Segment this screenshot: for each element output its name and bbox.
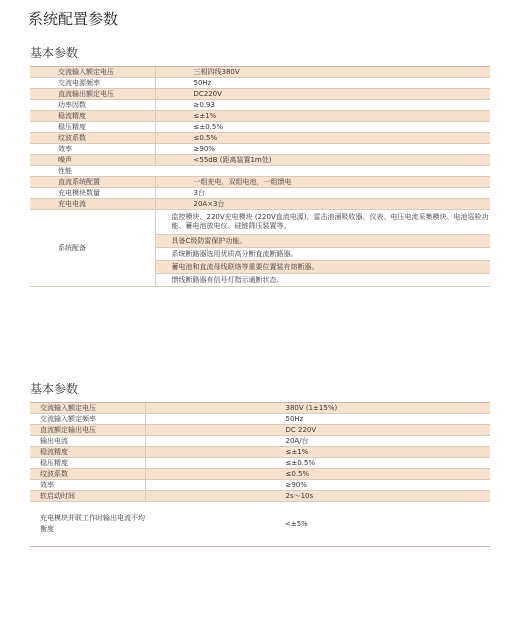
table-row <box>30 100 490 111</box>
table-row <box>30 144 490 155</box>
table-row <box>30 188 490 199</box>
config-line: 具备C级防雷保护功能。 <box>155 235 490 248</box>
table-row <box>30 122 490 133</box>
row-value: 20A/台 <box>145 436 490 447</box>
row-label: 输出电流 <box>30 436 145 447</box>
table-row <box>30 447 490 458</box>
config-label: 系统配备 <box>30 210 155 287</box>
row-value: ≤±1% <box>145 447 490 458</box>
table-row <box>30 414 490 425</box>
page-title: 系统配置参数 <box>28 10 119 28</box>
table-row <box>30 78 490 89</box>
row-value: ≤±1% <box>155 111 490 122</box>
table-row <box>30 67 490 78</box>
row-value: 50Hz <box>155 78 490 89</box>
row-value: <55dB (距离装置1m处) <box>155 155 490 166</box>
row-label: 交流输入额定频率 <box>30 414 145 425</box>
table-row <box>30 425 490 436</box>
table-row <box>30 403 490 414</box>
row-label: 直流额定输出电压 <box>30 425 145 436</box>
row-value: 20A×3台 <box>155 199 490 210</box>
row-label: 软启动时间 <box>30 491 145 502</box>
row-value: ≤0.5% <box>155 133 490 144</box>
config-line: 馈线断路器有信号灯指示通断状态。 <box>155 274 490 287</box>
config-line: 监控模块、220V充电模块 (220V直流电源)、雷击浪涌吸收器、仪表、电压电流采集模块、电池巡检功能、蓄电池放电仪、硅链降压装置等。 <box>155 210 490 235</box>
row-value: 三相四线380V <box>155 67 490 78</box>
row-label: 纹波系数 <box>30 133 155 144</box>
section2-title: 基本参数 <box>30 382 79 396</box>
table-row <box>30 469 490 480</box>
table-row <box>30 502 490 547</box>
row-label: 稳压精度 <box>30 122 155 133</box>
table-row <box>30 155 490 166</box>
table-row <box>30 111 490 122</box>
row-label: 稳压精度 <box>30 458 145 469</box>
row-value: <±5% <box>145 502 490 547</box>
row-value: 一组充电，双组电池，一组馈电 <box>155 177 490 188</box>
row-value: 380V (1±15%) <box>145 403 490 414</box>
row-value: ≥90% <box>145 480 490 491</box>
row-label: 交流电源频率 <box>30 78 155 89</box>
table-row <box>30 133 490 144</box>
row-value: 50Hz <box>145 414 490 425</box>
row-label: 性能 <box>30 166 155 177</box>
config-line: 蓄电池和直流母线联络等重要位置装有熔断器。 <box>155 261 490 274</box>
row-label: 交流输入额定电压 <box>30 67 155 78</box>
table-row <box>30 210 490 235</box>
spec-table-1 <box>30 66 490 287</box>
row-value: ≤±0.5% <box>145 458 490 469</box>
row-value: ≥0.93 <box>155 100 490 111</box>
row-label: 功率因数 <box>30 100 155 111</box>
row-label: 交流输入额定电压 <box>30 403 145 414</box>
row-value: ≤0.5% <box>145 469 490 480</box>
row-label: 噪声 <box>30 155 155 166</box>
table-row <box>30 199 490 210</box>
row-label: 纹波系数 <box>30 469 145 480</box>
table-row <box>30 436 490 447</box>
row-value <box>155 166 490 177</box>
table-row <box>30 166 490 177</box>
table-row <box>30 458 490 469</box>
table-row <box>30 491 490 502</box>
config-line: 系统断路器选用优质高分断直流断路器。 <box>155 248 490 261</box>
row-label: 直流输出额定电压 <box>30 89 155 100</box>
row-label: 稳流精度 <box>30 447 145 458</box>
row-label: 效率 <box>30 144 155 155</box>
row-label: 稳流精度 <box>30 111 155 122</box>
table-row <box>30 89 490 100</box>
table-row <box>30 480 490 491</box>
row-label: 充电模块并联工作时输出电流不均衡度 <box>30 502 145 547</box>
row-label: 充电电流 <box>30 199 155 210</box>
table-row <box>30 177 490 188</box>
row-value: DC 220V <box>145 425 490 436</box>
row-label: 充电模块数量 <box>30 188 155 199</box>
row-value: ≤±0.5% <box>155 122 490 133</box>
section1-title: 基本参数 <box>30 46 79 60</box>
row-value: 2s～10s <box>145 491 490 502</box>
spec-table-2 <box>30 402 490 547</box>
row-label: 效率 <box>30 480 145 491</box>
row-label: 直流系统配置 <box>30 177 155 188</box>
row-value: DC220V <box>155 89 490 100</box>
row-value: 3台 <box>155 188 490 199</box>
row-value: ≥90% <box>155 144 490 155</box>
